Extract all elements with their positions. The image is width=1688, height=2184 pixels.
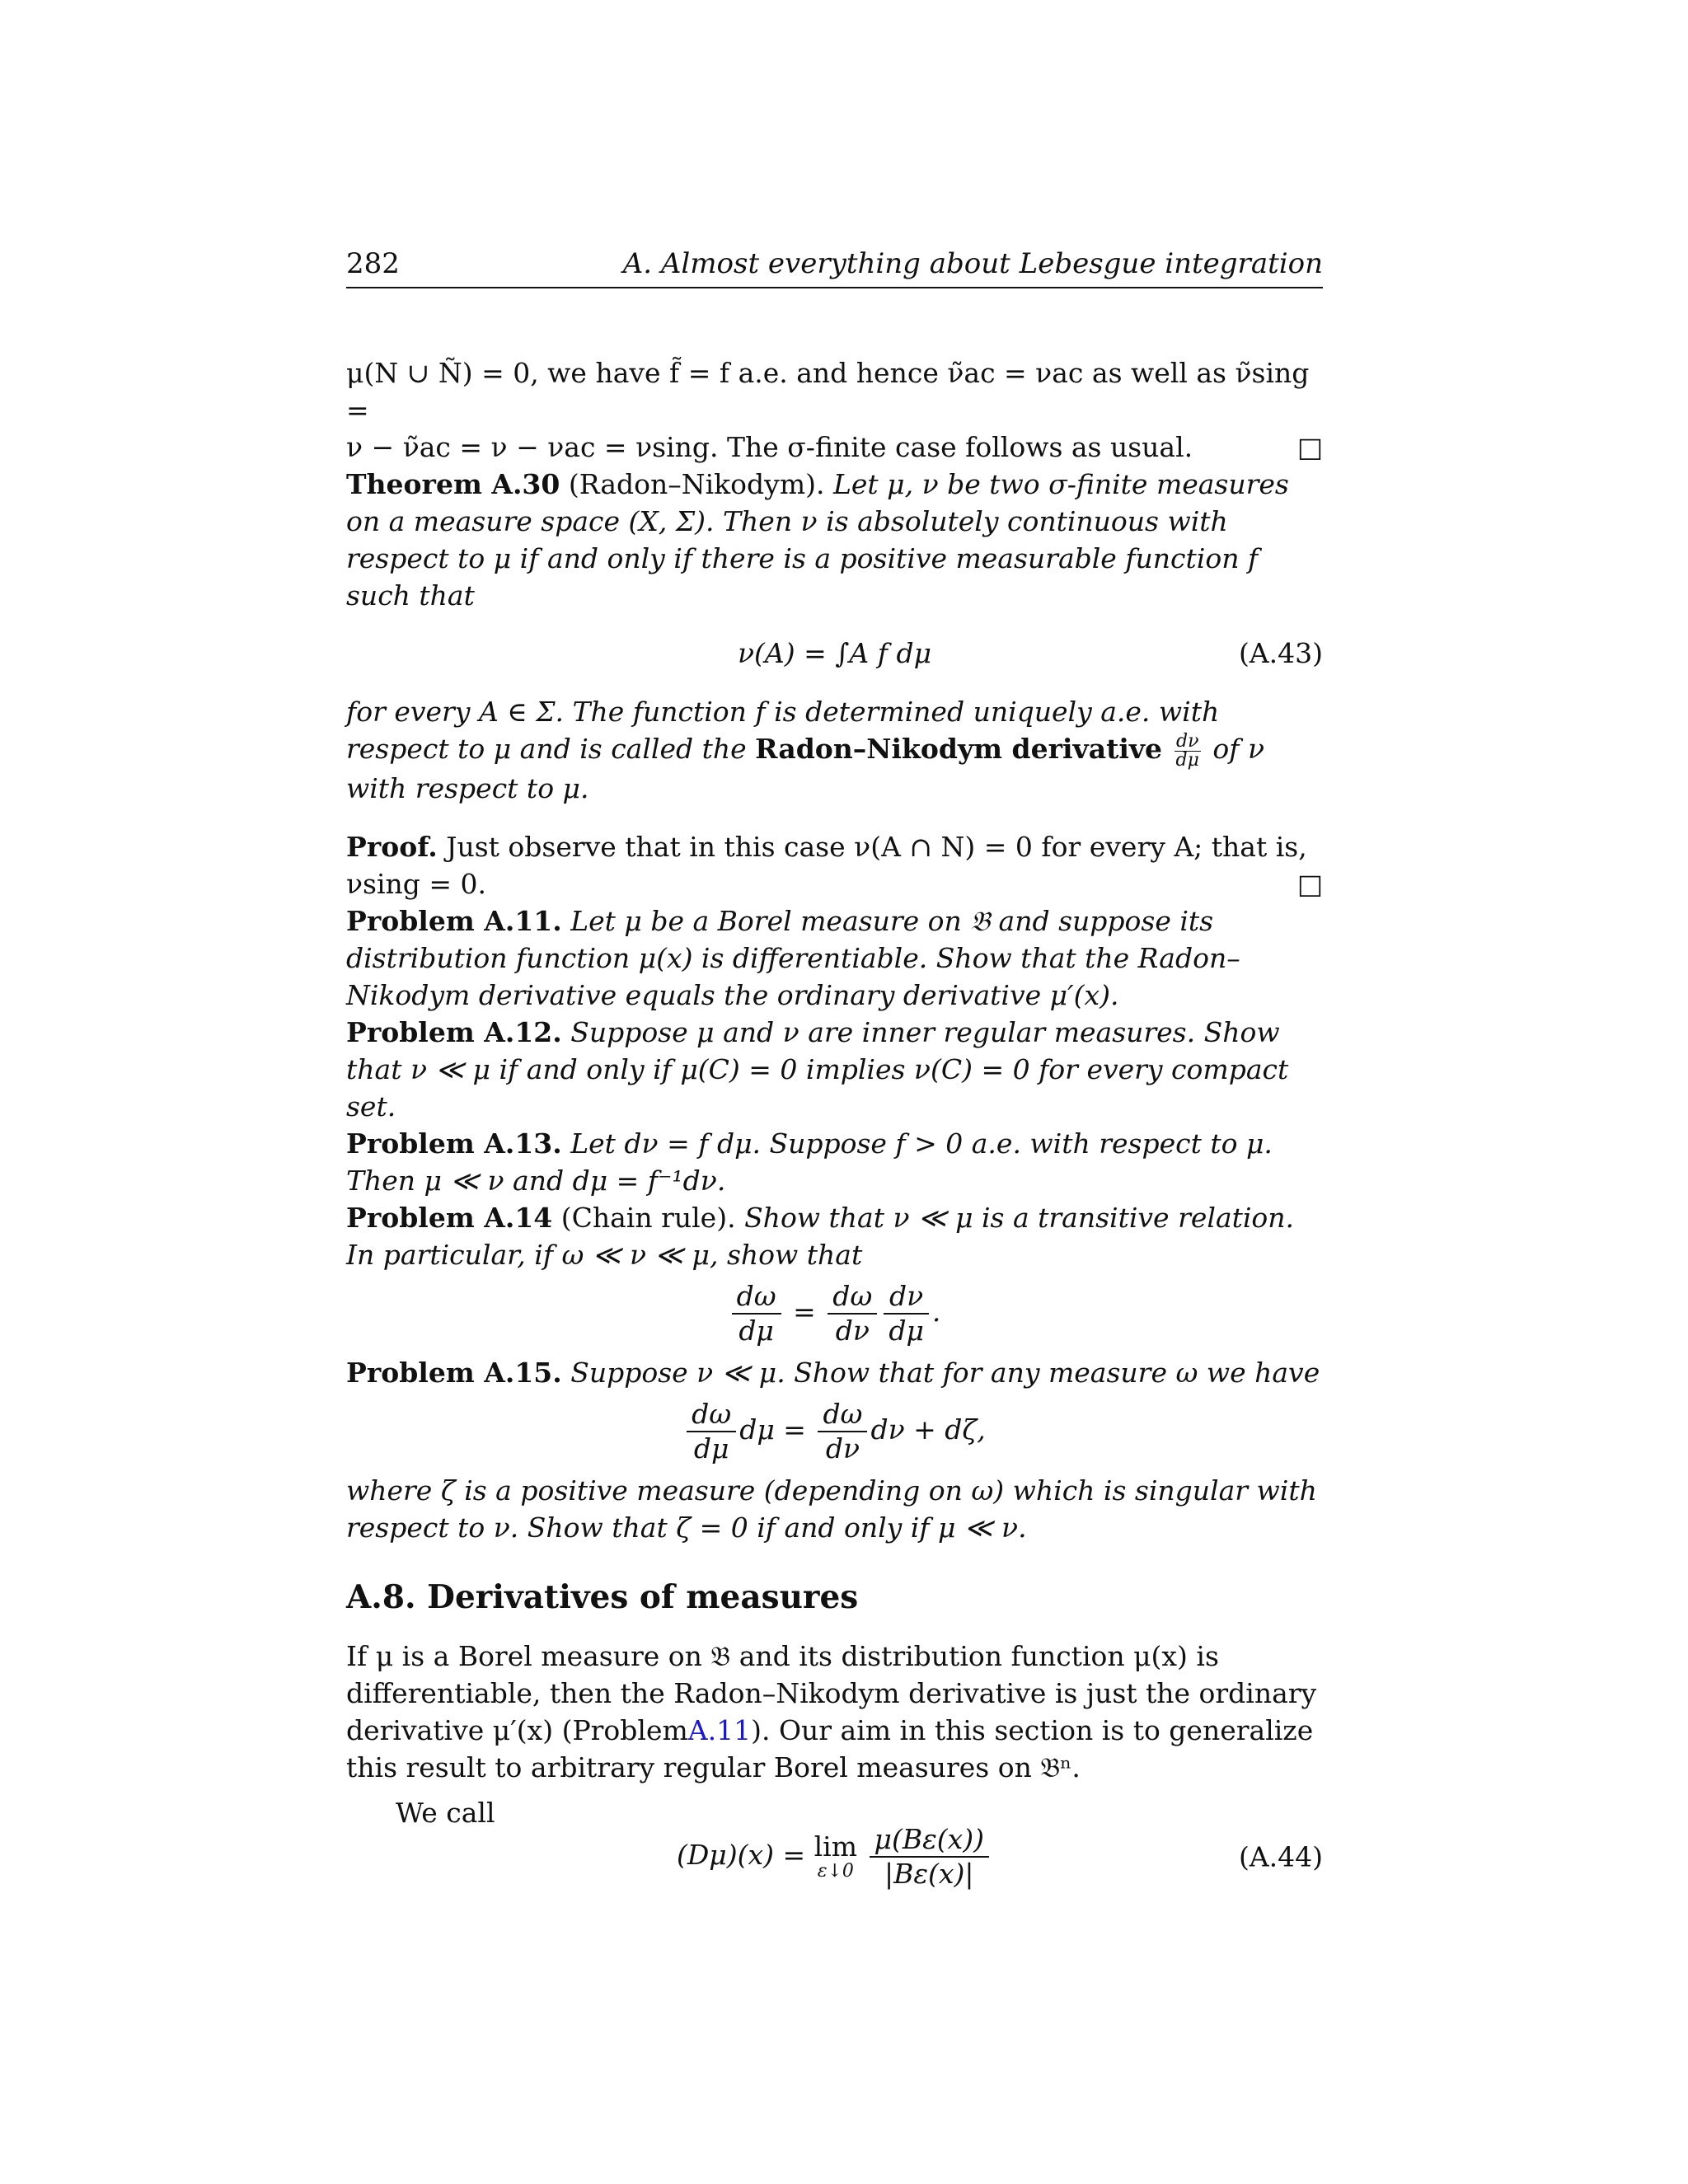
limit-operator [814,1832,857,1882]
running-header [346,247,1323,288]
fraction-numerator: dν [884,1280,929,1315]
problem-a15-equation [346,1398,1323,1465]
problem-text: Suppose μ and ν are inner regular measures. Show that ν ≪ μ if and only if μ(C) = 0 implies ν(C) = 0 for every compact set. [346,1015,1289,1122]
section-paragraph-post: ). Our aim in this section is to generalize this result to arbitrary regular Borel measures on 𝔅ⁿ. [346,1713,1314,1783]
proof-text: Just observe that in this case ν(A ∩ N) = 0 for every A; that is, νsing = 0. [346,830,1307,900]
fraction-r2 [884,1280,929,1347]
equation-period: . [931,1295,941,1328]
problem-text: Show that ν ≪ μ is a transitive relation. In particular, if ω ≪ ν ≪ μ, show that [346,1201,1295,1271]
problem-a12 [346,1014,1323,1125]
derivative-fraction [1175,730,1201,771]
fraction-numerator: dω [818,1398,867,1432]
equation-number-a44: (A.44) [1238,1840,1323,1872]
equation-a43 [346,621,1323,687]
continued-proof [346,354,1323,466]
problem-label: Problem A.12. [346,1015,562,1048]
fraction-f2 [818,1398,867,1465]
problem-text: Let μ be a Borel measure on 𝔅 and suppose its distribution function μ(x) is differentiable. Show that the Radon–Nikodym derivative equals the ordinary derivative μ′(x). [346,904,1240,1011]
limit-label: lim [814,1830,858,1863]
problem-label: Problem A.11. [346,904,562,937]
fraction-numerator: dω [828,1280,877,1315]
theorem-a30-continued [346,693,1323,807]
equation-a43-body: ν(A) = ∫A f dμ [737,637,932,669]
qed-symbol: □ [1296,431,1323,463]
theorem-name: (Radon–Nikodym). [568,468,825,500]
derivative-denominator: dμ [1175,749,1199,771]
section-paragraph-pre: If μ is a Borel measure on 𝔅 and its distribution function μ(x) is differentiable, then the Radon–Nikodym derivative is just the ordinary derivative μ′(x) (Problem [346,1639,1317,1746]
problem-text: Suppose ν ≪ μ. Show that for any measure ω we have [570,1356,1320,1389]
proof-qed-symbol: □ [1296,867,1323,900]
section-paragraph [346,1638,1323,1786]
fraction-lhs [732,1280,781,1347]
proof-label: Proof. [346,830,438,863]
chain-rule-equation [346,1280,1323,1347]
problem-a11 [346,902,1323,1014]
theorem-label: Theorem A.30 [346,468,560,500]
problem-a15-continued [346,1472,1323,1546]
fraction-denominator: dμ [738,1314,774,1347]
derivative-numerator: dν [1175,733,1201,752]
fraction-f1 [687,1398,736,1465]
fraction-numerator: dω [687,1398,736,1432]
problem-a15 [346,1354,1323,1391]
fraction-numerator: dω [732,1280,781,1315]
continued-proof-line2: ν − ν̃ac = ν − νac = νsing. The σ-finite case follows as usual. [346,431,1193,463]
continued-proof-line1: μ(N ∪ Ñ) = 0, we have f̃ = f a.e. and hence ν̃ac = νac as well as ν̃sing = [346,357,1310,426]
equals-sign: = [793,1295,816,1328]
equation-a44 [346,1823,1323,1891]
problem-label: Problem A.15. [346,1356,562,1389]
problem-text-after: where ζ is a positive measure (depending on ω) which is singular with respect to ν. Show that ζ = 0 if and only if μ ≪ ν. [346,1474,1317,1544]
fraction-denominator: dμ [889,1314,924,1347]
problem-reference-link[interactable]: A.11 [687,1713,752,1746]
page-number: 282 [346,247,400,280]
problem-a13 [346,1125,1323,1199]
problem-label: Problem A.13. [346,1127,562,1160]
problem-a14 [346,1199,1323,1273]
equation-term: dμ = [739,1413,806,1446]
fraction-denominator: |Bε(x)| [884,1857,974,1890]
radon-nikodym-term: Radon–Nikodym derivative [755,733,1163,765]
theorem-a30 [346,466,1323,614]
fraction-denominator: dμ [693,1432,729,1465]
fraction-denominator: dν [835,1314,870,1347]
problem-label: Problem A.14 [346,1201,553,1234]
fraction-r1 [828,1280,877,1347]
limit-subscript: ε↓0 [817,1860,854,1882]
problem-text: Let dν = f dμ. Suppose f > 0 a.e. with respect to μ. Then μ ≪ ν and dμ = f⁻¹dν. [346,1127,1273,1197]
equation-number-a43: (A.43) [1238,637,1323,669]
problem-name: (Chain rule). [560,1201,736,1234]
proof [346,828,1323,902]
fraction-denominator: dν [825,1432,860,1465]
page-body [346,354,1323,1897]
theorem-continued-pre: for every A ∈ Σ. The function f is determined uniquely a.e. with respect to μ and is called the [346,696,1220,765]
running-title: A. Almost everything about Lebesgue integration [622,247,1323,280]
theorem-statement: Let μ, ν be two σ-finite measures on a measure space (X, Σ). Then ν is absolutely continuous with respect to μ if and only if there is a positive measurable function f such that [346,468,1289,612]
fraction-a44 [870,1823,990,1891]
section-paragraph-2: We call [396,1796,495,1829]
theorem-continued-post: of ν with respect to μ. [346,733,1265,804]
section-heading: A.8. Derivatives of measures [346,1577,859,1616]
fraction-numerator: μ(Bε(x)) [870,1823,990,1858]
equation-term: dν + dζ, [870,1413,986,1446]
equation-a44-lhs: (Dμ)(x) = [676,1838,806,1871]
